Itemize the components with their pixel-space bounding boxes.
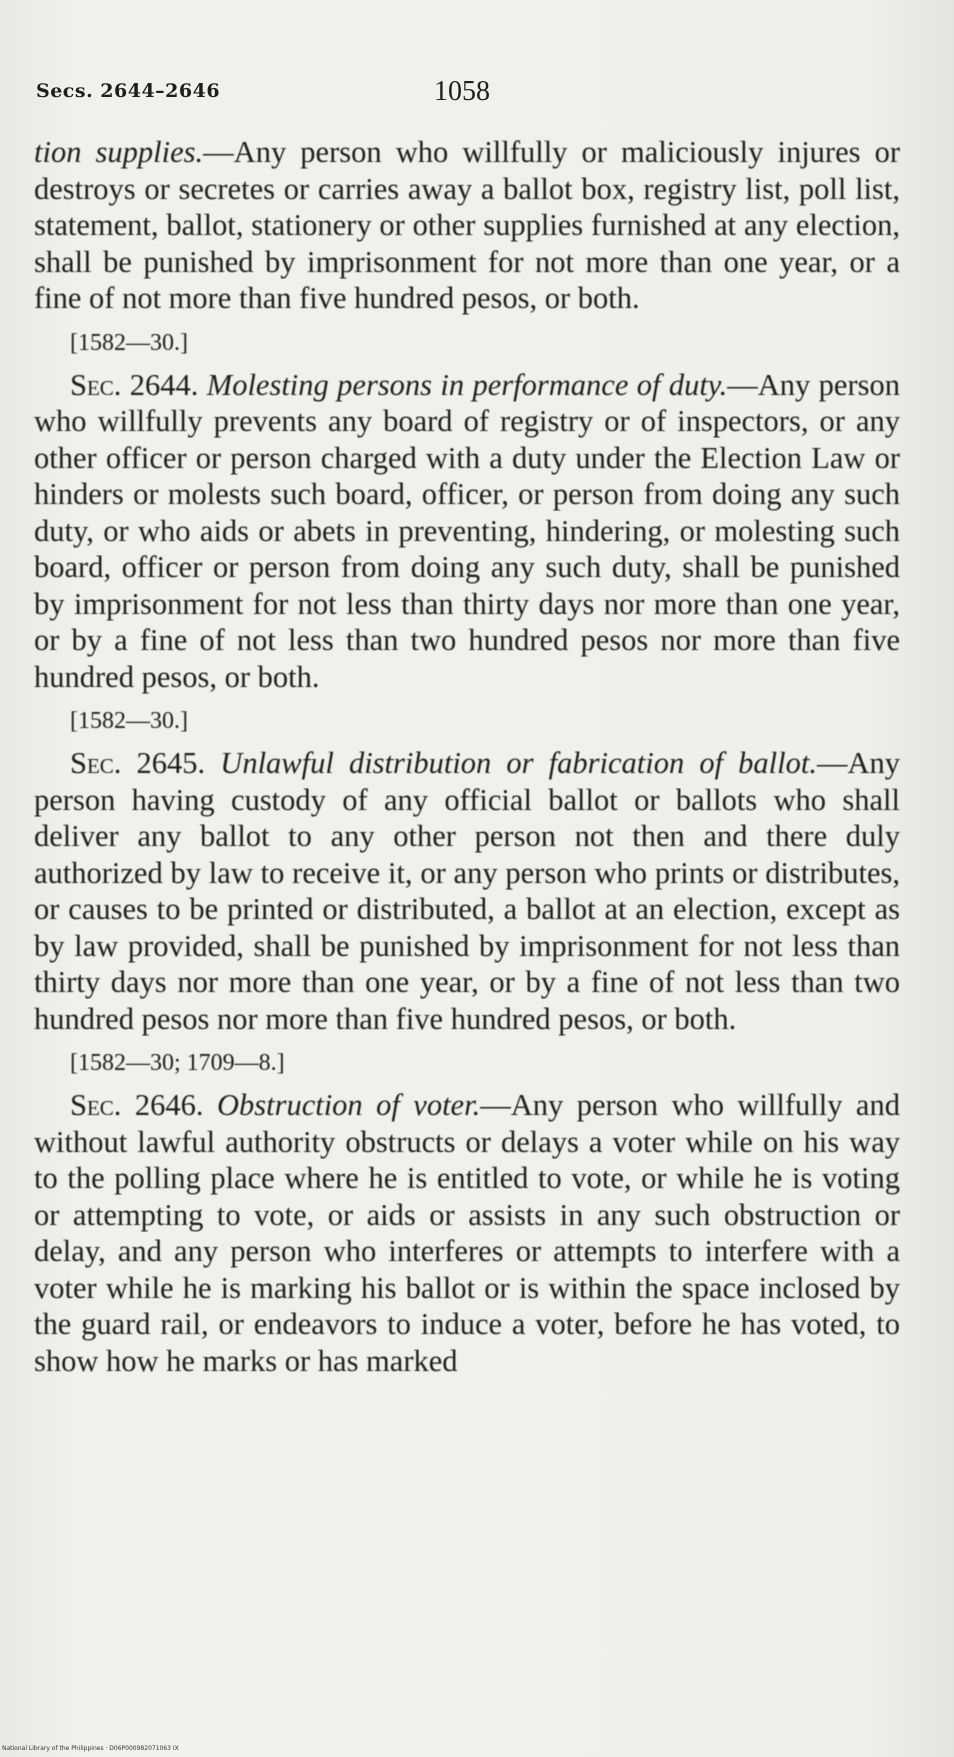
scan-credit: National Library of the Philippines · D06P000982071063 IX [2, 1745, 179, 1752]
section-2644 [34, 367, 900, 696]
section-number: Sec. 2644. [70, 367, 199, 402]
section-text: —Any person who willfully prevents any board of registry or of inspectors, or any other officer or person charged with a duty under the Election Law or hinders or molests such board, officer, or person from doing any such duty, or who aids or abets in preventing, hindering, or molesting such board, officer or person from doing any such duty, shall be punished by imprisonment for not less than thirty days nor more than one year, or by a fine of not less than two hundred pesos nor more than five hundred pesos, or both. [34, 367, 900, 694]
section-caption: Unlawful distribution or fabrication of ballot. [220, 746, 817, 780]
page-header [36, 76, 896, 116]
section-text: —Any person who willfully and without lawful authority obstructs or delays a voter while on his way to the polling place where he is entitled to vote, or while he is voting or attempting to vote, or aids or assists in any such obstruction or delay, and any person who interferes or attempts to interfere with a voter while he is marking his ballot or is within the space inclosed by the guard rail, or endeavors to induce a voter, before he has voted, to show how he marks or has marked [34, 1088, 900, 1378]
section-caption: tion supplies. [34, 135, 204, 169]
section-number: Sec. 2645. [70, 746, 206, 780]
section-citation: [1582—30.] [70, 708, 188, 734]
section-text: —Any person having custody of any official ballot or ballots who shall deliver any ballot to any other person not then and there duly authorized by law to receive it, or any person who prints or distributes, or causes to be printed or distributed, a ballot at an election, except as by law provided, shall be punished by imprisonment for not less than thirty days nor more than one year, or by a fine of not less than two hundred pesos nor more than five hundred pesos, or both. [34, 746, 900, 1036]
section-text: —Any person who willfully or maliciously injures or destroys or secretes or carries away a ballot box, registry list, poll list, statement, ballot, stationery or other supplies furnished at any election, shall be punished by imprisonment for not more than one year, or a fine of not more than five hundred pesos, or both. [34, 135, 901, 315]
section-citation: [1582—30.] [70, 329, 188, 356]
body-text [34, 134, 900, 1379]
running-head: Secs. 2644–2646 [36, 80, 221, 102]
section-caption: Obstruction of voter. [216, 1088, 481, 1122]
section-number: Sec. 2646. [70, 1088, 204, 1122]
page-number: 1058 [434, 76, 490, 107]
section-continuation [34, 134, 900, 317]
section-citation: [1582—30; 1709—8.] [70, 1050, 285, 1076]
section-2645 [34, 745, 900, 1037]
section-caption: Molesting persons in performance of duty. [206, 367, 728, 402]
section-2646 [34, 1087, 900, 1379]
